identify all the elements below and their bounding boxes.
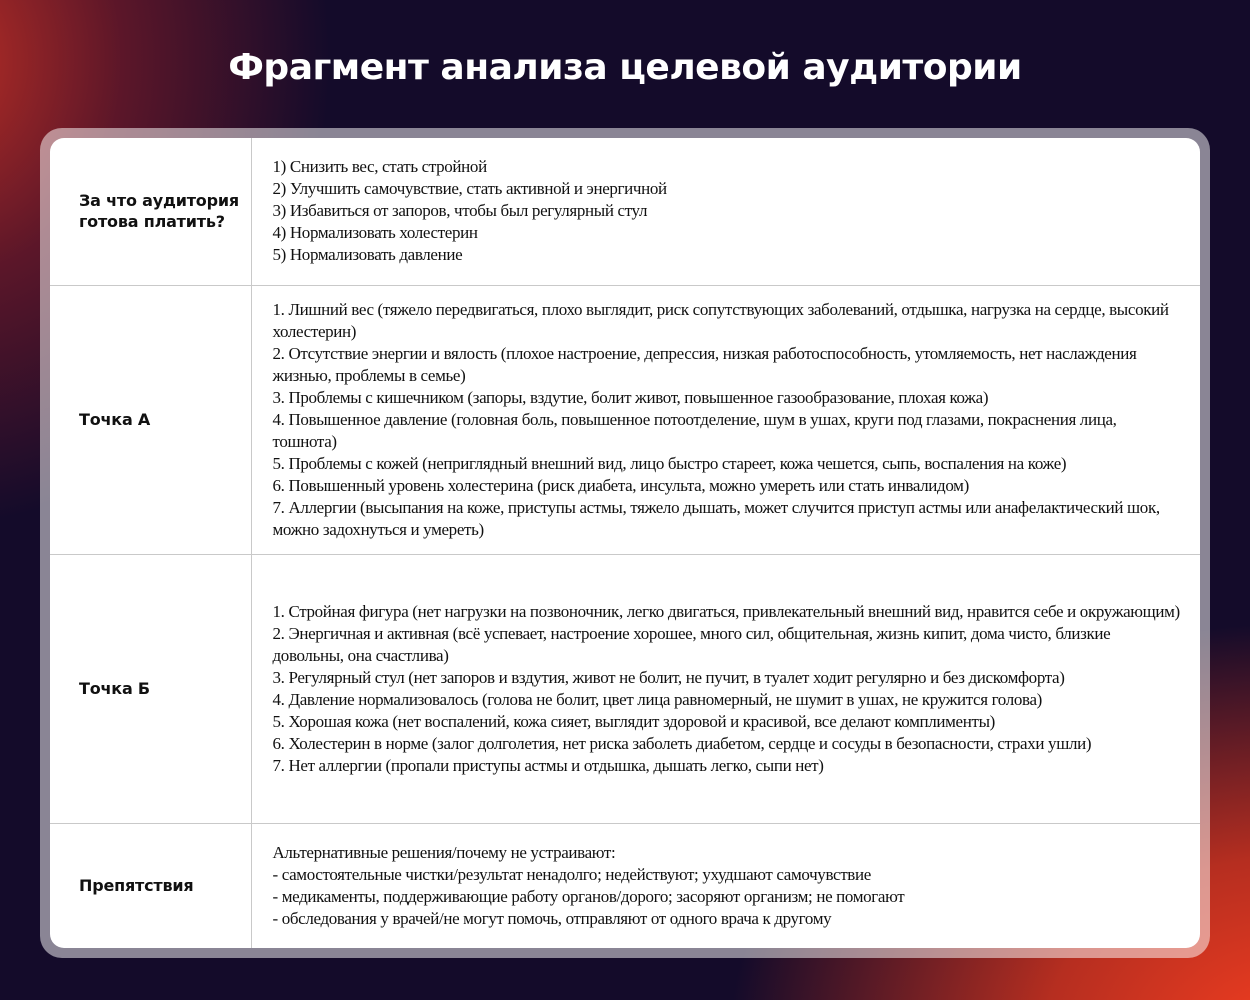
list-item: 7. Аллергии (высыпания на коже, приступы астмы, тяжело дышать, может случится приступ астмы или анафелактический шок, можно задохнуться и умереть) [272,497,1160,539]
list-item: 7. Нет аллергии (пропали приступы астмы и отдышка, дышать легко, сыпи нет) [272,755,824,775]
table-frame [40,128,1210,958]
row-content [251,823,1200,948]
row-content [251,285,1200,554]
row-content [251,554,1200,823]
analysis-card [50,138,1200,948]
list-item: 1. Лишний вес (тяжело передвигаться, плохо выглядит, риск сопутствующих заболеваний, отдышка, нагрузка на сердце, высокий холестерин) [272,299,1169,341]
list-item: 1) Снизить вес, стать стройной [272,157,487,177]
list-item: - самостоятельные чистки/результат ненадолго; недействуют; ухудшают самочувствие [272,864,871,884]
list-item: 2) Улучшить самочувствие, стать активной и энергичной [272,179,667,199]
list-item: 4. Повышенное давление (головная боль, повышенное потоотделение, шум в ушах, круги под глазами, покраснения лица, тошнота) [272,409,1117,451]
list-item: - медикаменты, поддерживающие работу органов/дорого; засоряют организм; не помогают [272,886,905,906]
list-item: 2. Отсутствие энергии и вялость (плохое настроение, депрессия, низкая работоспособность, утомляемость, нет наслаждения жизнью, проблемы в семье) [272,343,1137,385]
audience-analysis-table [50,138,1200,948]
row-label: За что аудитория готова платить? [50,138,251,285]
row-label: Точка А [50,285,251,554]
list-item: 2. Энергичная и активная (всё успевает, настроение хорошее, много сил, общительная, жизнь кипит, дома чисто, близкие довольны, она счастлива) [272,623,1111,665]
row-label: Точка Б [50,554,251,823]
row-content [251,138,1200,285]
list-item: 5. Хорошая кожа (нет воспалений, кожа сияет, выглядит здоровой и красивой, все делают комплименты) [272,711,995,731]
list-item: 6. Холестерин в норме (залог долголетия, нет риска заболеть диабетом, сердце и сосуды в безопасности, страхи ушли) [272,733,1092,753]
list-item: 4) Нормализовать холестерин [272,223,478,243]
row-label: Препятствия [50,823,251,948]
list-item: 3. Проблемы с кишечником (запоры, вздутие, болит живот, повышенное газообразование, плохая кожа) [272,387,989,407]
list-item: 5. Проблемы с кожей (неприглядный внешний вид, лицо быстро стареет, кожа чешется, сыпь, воспаления на коже) [272,453,1067,473]
list-item: 5) Нормализовать давление [272,245,463,265]
list-item: 3. Регулярный стул (нет запоров и вздутия, живот не болит, не пучит, в туалет ходит регулярно и без дискомфорта) [272,667,1065,687]
table-row-pay-for [50,138,1200,285]
list-item: 3) Избавиться от запоров, чтобы был регулярный стул [272,201,648,221]
table-row-point-a [50,285,1200,554]
list-item: 1. Стройная фигура (нет нагрузки на позвоночник, легко двигаться, привлекательный внешний вид, нравится себе и окружающим) [272,601,1180,621]
table-row-point-b [50,554,1200,823]
page-title: Фрагмент анализа целевой аудитории [228,47,1022,88]
list-item: - обследования у врачей/не могут помочь, отправляют от одного врача к другому [272,908,832,928]
list-item: 4. Давление нормализовалось (голова не болит, цвет лица равномерный, не шумит в ушах, не кружится голова) [272,689,1042,709]
table-row-obstacles [50,823,1200,948]
list-item: 6. Повышенный уровень холестерина (риск диабета, инсульта, можно умереть или стать инвалидом) [272,475,969,495]
list-item: Альтернативные решения/почему не устраивают: [272,842,616,862]
